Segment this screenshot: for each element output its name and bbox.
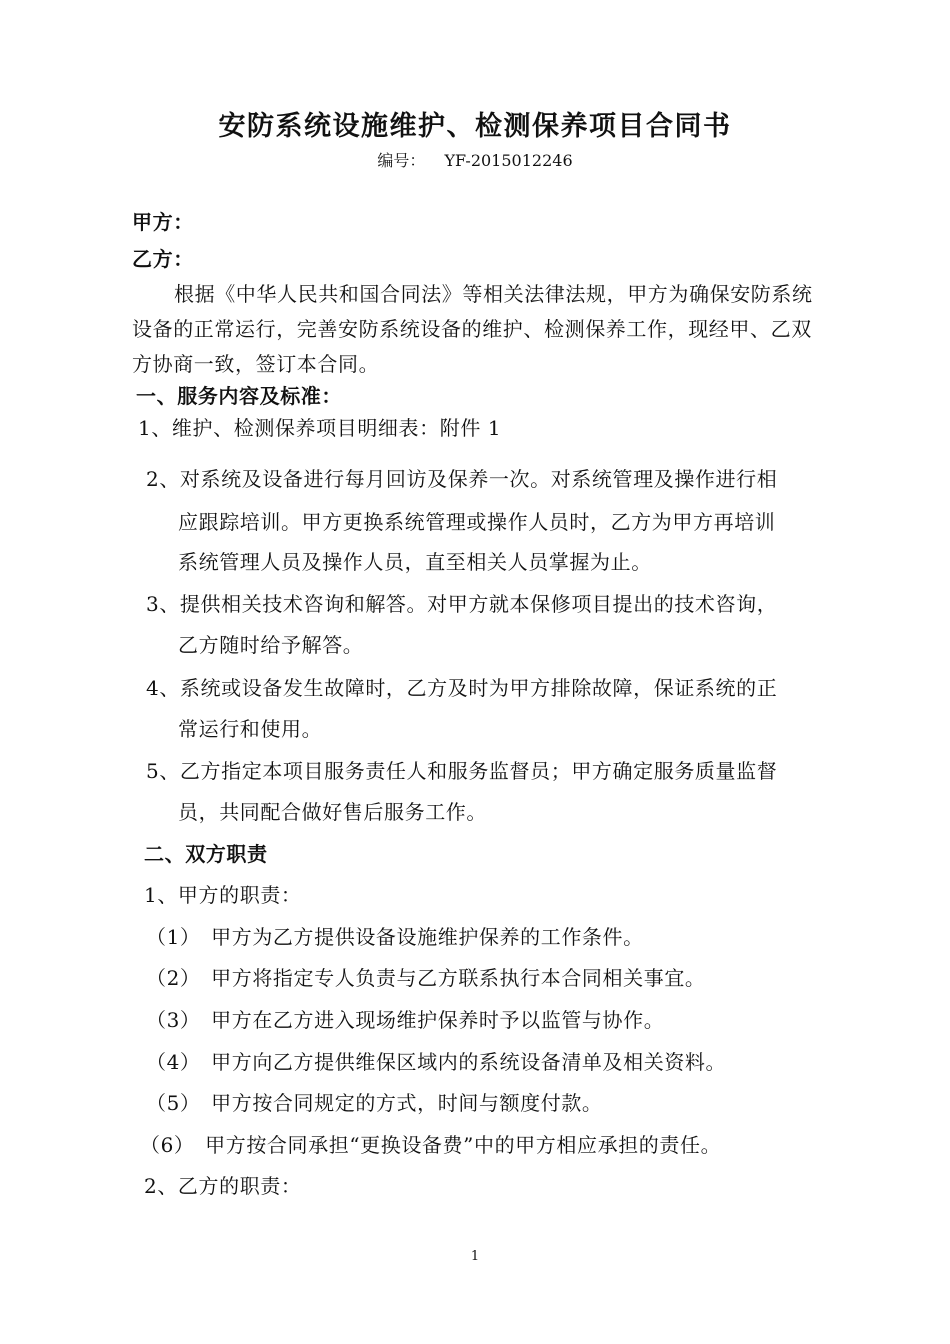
- code-label: 编号：: [377, 151, 426, 170]
- intro-line-3: 方协商一致，签订本合同。: [132, 352, 380, 376]
- s1-item-5-line-1: 5、乙方指定本项目服务责任人和服务监督员；甲方确定服务质量监督: [146, 759, 778, 783]
- s2-duty-2: （2） 甲方将指定专人负责与乙方联系执行本合同相关事宜。: [146, 966, 706, 990]
- section-1-title: 一、服务内容及标准：: [136, 384, 342, 408]
- document-code: [0, 148, 950, 171]
- s1-item-2-line-3: 系统管理人员及操作人员，直至相关人员掌握为止。: [178, 550, 652, 574]
- s1-item-4-line-2: 常运行和使用。: [178, 717, 323, 741]
- intro-line-1: 根据《中华人民共和国合同法》等相关法律法规，甲方为确保安防系统: [174, 282, 813, 306]
- s2-party-b-duties-heading: 2、乙方的职责：: [144, 1174, 302, 1198]
- code-value: YF-2015012246: [444, 151, 573, 170]
- s2-duty-5: （5） 甲方按合同规定的方式，时间与额度付款。: [146, 1091, 603, 1115]
- party-a-label: 甲方：: [132, 210, 194, 234]
- s1-item-5-line-2: 员，共同配合做好售后服务工作。: [178, 800, 487, 824]
- s1-item-3-line-2: 乙方随时给予解答。: [178, 633, 364, 657]
- s1-item-3-line-1: 3、提供相关技术咨询和解答。对甲方就本保修项目提出的技术咨询，: [146, 592, 778, 616]
- s2-duty-3: （3） 甲方在乙方进入现场维护保养时予以监管与协作。: [146, 1008, 665, 1032]
- document-title: 安防系统设施维护、检测保养项目合同书: [218, 111, 732, 142]
- party-b-label: 乙方：: [132, 247, 194, 271]
- section-2-title: 二、双方职责: [144, 842, 268, 866]
- s2-duty-4: （4） 甲方向乙方提供维保区域内的系统设备清单及相关资料。: [146, 1050, 727, 1074]
- intro-line-2: 设备的正常运行，完善安防系统设备的维护、检测保养工作，现经甲、乙双: [132, 317, 812, 341]
- s1-item-2-line-2: 应跟踪培训。甲方更换系统管理或操作人员时，乙方为甲方再培训: [178, 510, 776, 534]
- s2-duty-1: （1） 甲方为乙方提供设备设施维护保养的工作条件。: [146, 925, 644, 949]
- s1-item-1: 1、维护、检测保养项目明细表：附件 1: [138, 416, 502, 440]
- page-number: 1: [470, 1249, 480, 1264]
- s2-duty-6: （6） 甲方按合同承担“更换设备费”中的甲方相应承担的责任。: [140, 1133, 722, 1157]
- s1-item-2-line-1: 2、对系统及设备进行每月回访及保养一次。对系统管理及操作进行相: [146, 467, 778, 491]
- s2-party-a-duties-heading: 1、甲方的职责：: [144, 883, 302, 907]
- s1-item-4-line-1: 4、系统或设备发生故障时，乙方及时为甲方排除故障，保证系统的正: [146, 676, 778, 700]
